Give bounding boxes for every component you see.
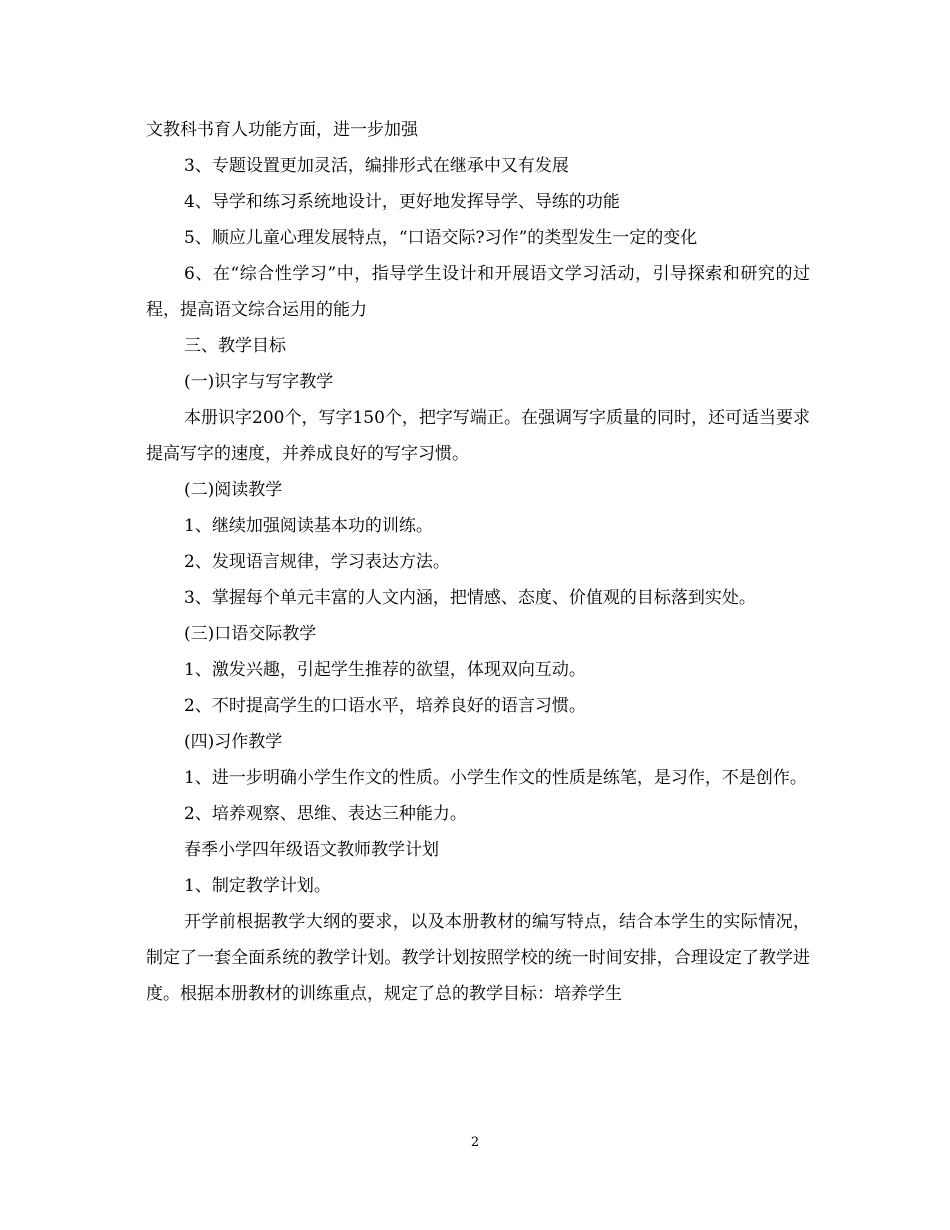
paragraph: 1、激发兴趣，引起学生推荐的欲望，体现双向互动。 [184, 660, 586, 680]
paragraph: 3、专题设置更加灵活，编排形式在继承中又有发展 [184, 156, 569, 176]
section-title: 春季小学四年级语文教师教学计划 [184, 840, 439, 860]
page-number: 2 [470, 1135, 480, 1150]
paragraph: 1、制定教学计划。 [184, 876, 331, 896]
document-body [146, 112, 810, 1012]
paragraph: 2、发现语言规律，学习表达方法。 [184, 552, 450, 572]
paragraph: 开学前根据教学大纲的要求，以及本册教材的编写特点，结合本学生的实际情况，制定了一套全面系统的教学计划。教学计划按照学校的统一时间安排，合理设定了教学进度。根据本册教材的训练重点，规定了总的教学目标：培养学生 [146, 912, 810, 1004]
paragraph: 3、掌握每个单元丰富的人文内涵，把情感、态度、价值观的目标落到实处。 [184, 588, 756, 608]
paragraph: 1、继续加强阅读基本功的训练。 [184, 516, 433, 536]
subsection-heading: (二)阅读教学 [184, 480, 283, 500]
paragraph: 2、不时提高学生的口语水平，培养良好的语言习惯。 [184, 696, 586, 716]
section-heading: 三、教学目标 [184, 336, 286, 356]
subsection-heading: (一)识字与写字教学 [184, 372, 334, 392]
paragraph: 1、进一步明确小学生作文的性质。小学生作文的性质是练笔，是习作，不是创作。 [184, 768, 807, 788]
paragraph: 2、培养观察、思维、表达三种能力。 [184, 804, 467, 824]
subsection-heading: (四)习作教学 [184, 732, 283, 752]
paragraph: 6、在“综合性学习”中，指导学生设计和开展语文学习活动，引导探索和研究的过程，提高语文综合运用的能力 [146, 264, 810, 320]
paragraph: 5、顺应儿童心理发展特点，“口语交际?习作”的类型发生一定的变化 [184, 228, 698, 248]
paragraph: 4、导学和练习系统地设计，更好地发挥导学、导练的功能 [184, 192, 620, 212]
paragraph: 文教科书育人功能方面，进一步加强 [146, 120, 418, 140]
subsection-heading: (三)口语交际教学 [184, 624, 317, 644]
paragraph: 本册识字200个，写字150个，把字写端正。在强调写字质量的同时，还可适当要求提高写字的速度，并养成良好的写字习惯。 [146, 408, 810, 464]
